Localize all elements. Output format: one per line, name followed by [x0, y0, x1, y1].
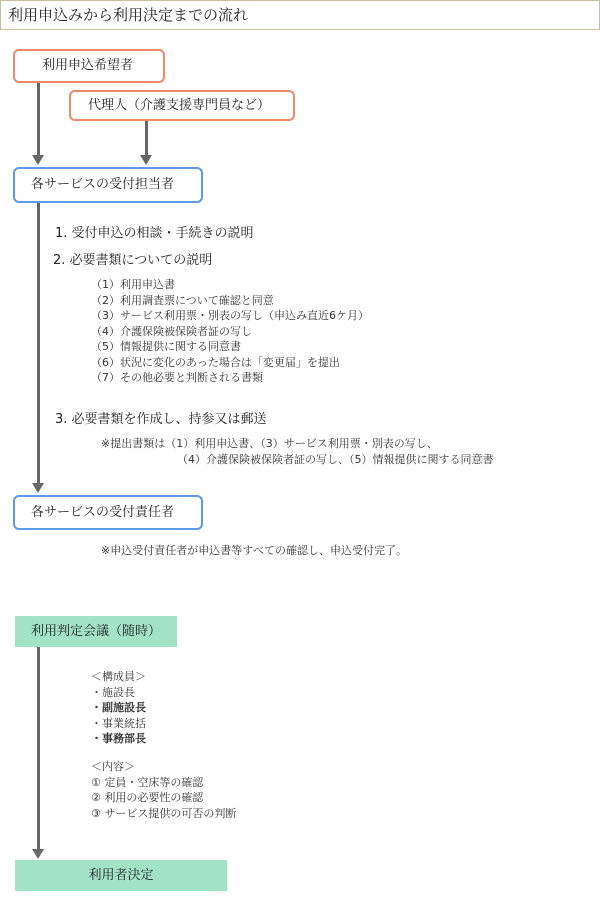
responsible-label: 各サービスの受付責任者	[31, 505, 175, 520]
document-item: （4）介護保険被保険者証の写し	[91, 324, 252, 338]
arrowhead-main-1	[32, 155, 44, 165]
reception-label: 各サービスの受付担当者	[31, 177, 175, 192]
documents-list	[91, 277, 369, 386]
step-2: 2. 必要書類についての説明	[53, 253, 213, 268]
applicant-label: 利用申込希望者	[42, 58, 134, 73]
document-item: （2）利用調査票について確認と同意	[91, 293, 274, 307]
document-item: （5）情報提供に関する同意書	[91, 340, 241, 353]
arrowhead-main-2	[32, 483, 44, 493]
contents-header: ＜内容＞	[91, 760, 135, 773]
member-item: ・事業統括	[91, 716, 146, 730]
meeting-label: 利用判定会議（随時）	[30, 624, 161, 639]
step-1: 1. 受付申込の相談・手続きの説明	[55, 226, 254, 241]
member-item: ・施設長	[91, 685, 135, 699]
proxy-box	[69, 90, 295, 121]
contents-item: ② 利用の必要性の確認	[91, 791, 204, 804]
page-title: 利用申込みから利用決定までの流れ	[0, 0, 600, 30]
step-3: 3. 必要書類を作成し、持参又は郵送	[55, 412, 267, 427]
contents-item: ① 定員・空床等の確認	[91, 775, 204, 789]
arrowhead-main-3	[32, 849, 44, 859]
decision-label: 利用者決定	[88, 868, 154, 883]
connector-proxy	[145, 120, 148, 155]
connector-main-3	[37, 646, 40, 849]
member-item: ・事務部長	[91, 732, 146, 745]
document-item: （6）状況に変化のあった場合は「変更届」を提出	[91, 355, 340, 369]
arrowhead-proxy	[140, 155, 152, 165]
document-item: （1）利用申込書	[91, 278, 175, 291]
document-item: （7）その他必要と判断される書類	[91, 371, 263, 384]
contents-item: ③ サービス提供の可否の判断	[91, 806, 237, 820]
members-section	[91, 669, 146, 747]
meeting-box	[15, 616, 177, 647]
connector-main-2	[37, 203, 40, 483]
reception-box	[13, 167, 203, 203]
members-header: ＜構成員＞	[91, 670, 146, 683]
contents-section	[91, 759, 236, 821]
proxy-label: 代理人（介護支援専門員など）	[88, 98, 271, 113]
connector-main-1	[37, 82, 40, 155]
member-item: ・副施設長	[91, 701, 146, 714]
completion-note: ※申込受付責任者が申込書等すべての確認し、申込受付完了。	[101, 544, 407, 557]
submission-note-line1: ※提出書類は（1）利用申込書、（3）サービス利用票・別表の写し、	[101, 437, 438, 450]
decision-box	[15, 860, 227, 891]
document-item: （3）サービス利用票・別表の写し（申込み直近6ケ月）	[91, 309, 369, 322]
submission-note-line2: （4）介護保険被保険者証の写し、（5）情報提供に関する同意書	[177, 453, 494, 466]
applicant-box	[13, 49, 165, 83]
responsible-box	[13, 495, 203, 530]
